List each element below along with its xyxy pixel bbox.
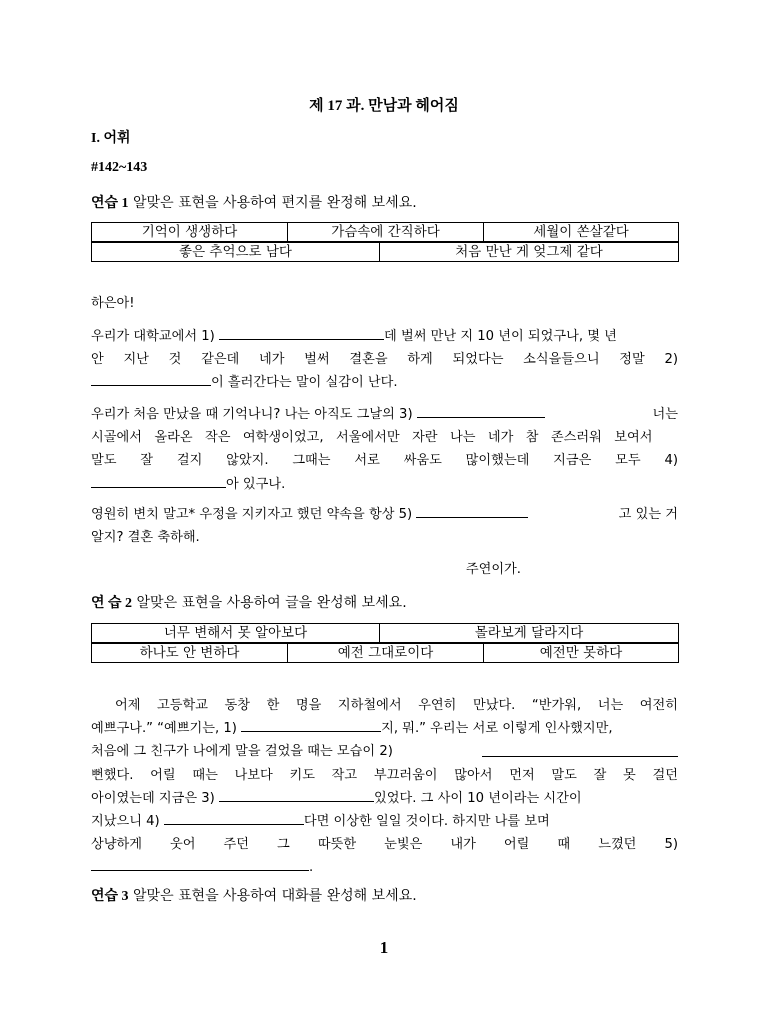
word-box-cell: 가슴속에 간직하다	[288, 223, 484, 242]
letter-paragraph-2	[91, 403, 678, 496]
exercise-1-instruction: 알맞은 표현을 사용하여 편지를 완정해 보세요.	[133, 195, 417, 211]
exercise-2-heading	[91, 592, 407, 612]
text-line: 처음에 그 친구가 나에게 말을 걸었을 때는 모습이 2)	[91, 740, 678, 763]
text-line: .	[91, 856, 678, 879]
text-line: 지났으니 4) 다면 이상한 일일 것이다. 하지만 나를 보며	[91, 810, 678, 833]
text-line: 영원히 변치 말고* 우정을 지키자고 했던 약속을 항상 5) 고 있는 거	[91, 503, 678, 526]
text-line: 안 지난 것 같은데 네가 벌써 결혼을 하게 되었다는 소식을들으니 정말 2)	[91, 352, 678, 368]
section-heading: I. 어휘	[91, 131, 131, 146]
exercise-1-word-box-row-2	[91, 242, 679, 262]
text-line: 우리가 대학교에서 1) 데 벌써 만난 지 10 년이 되었구나, 몇 년	[91, 325, 678, 348]
exercise-2-instruction: 알맞은 표현을 사용하여 글을 완성해 보세요.	[136, 595, 407, 611]
blank-1[interactable]	[241, 718, 381, 732]
blank-2[interactable]	[482, 743, 678, 757]
exercise-3-label: 연습 3	[91, 889, 129, 904]
blank-3[interactable]	[417, 404, 545, 418]
letter-greeting: 하은아!	[91, 296, 135, 311]
letter-paragraph-3	[91, 503, 678, 549]
exercise-1-word-box	[91, 222, 679, 242]
text-line: 뻔했다. 어릴 때는 나보다 키도 작고 부끄러움이 많아서 먼저 말도 잘 못 걸던	[91, 767, 678, 783]
text-line: 시골에서 올라온 작은 여학생이었고, 서울에서만 자란 나는 네가 참 존스러워 보여서	[91, 430, 653, 446]
text-line: 예쁘구나.” “예쁘기는, 1) 지, 뭐.” 우리는 서로 이렇게 인사했지만,	[91, 717, 678, 740]
word-box-cell: 예전 그대로이다	[288, 644, 484, 663]
text-line: 알지? 결혼 축하해.	[91, 530, 200, 546]
text-line: 아이였는데 지금은 3) 있었다. 그 사이 10 년이라는 시간이	[91, 787, 678, 810]
word-box-cell: 기억이 생생하다	[92, 223, 288, 242]
blank-5[interactable]	[91, 857, 309, 871]
blank-2[interactable]	[91, 372, 211, 386]
text-line: 상냥하게 웃어 주던 그 따뜻한 눈빛은 내가 어릴 때 느꼈던 5)	[91, 837, 678, 853]
exercise-3-heading	[91, 885, 417, 905]
text-line: 어제 고등학교 동창 한 명을 지하철에서 우연히 만났다. “반가워, 너는 여전히	[115, 698, 678, 713]
blank-4[interactable]	[164, 811, 304, 825]
word-box-cell: 좋은 추억으로 남다	[92, 243, 380, 262]
exercise-2-word-box-row-2	[91, 643, 679, 663]
word-box-row	[92, 243, 679, 262]
blank-3[interactable]	[219, 788, 374, 802]
text-line: 말도 잘 걸지 않았지. 그때는 서로 싸움도 많이했는데 지금은 모두 4)	[91, 453, 678, 469]
letter-signature: 주연이가.	[465, 562, 521, 577]
word-box-cell: 예전만 못하다	[484, 644, 679, 663]
exercise-2-paragraph	[91, 694, 678, 880]
reference-number: #142~143	[91, 160, 148, 175]
letter-paragraph-1	[91, 325, 678, 395]
word-box-cell: 너무 변해서 못 알아보다	[92, 624, 380, 643]
text-line: 아 있구나.	[91, 473, 678, 496]
word-box-cell: 세월이 쏜살같다	[484, 223, 679, 242]
word-box-cell: 처음 만난 게 엊그제 같다	[380, 243, 679, 262]
word-box-cell: 몰라보게 달라지다	[380, 624, 679, 643]
exercise-1-label: 연습 1	[91, 196, 129, 211]
word-box-row	[92, 223, 679, 242]
word-box-row	[92, 624, 679, 643]
word-box-row	[92, 644, 679, 663]
text-line: 이 흘러간다는 말이 실감이 난다.	[91, 371, 678, 394]
blank-5[interactable]	[416, 504, 528, 518]
word-box-cell: 하나도 안 변하다	[92, 644, 288, 663]
exercise-2-word-box	[91, 623, 679, 643]
exercise-2-label: 연 습 2	[91, 596, 133, 611]
lesson-title: 제 17 과. 만남과 헤어짐	[309, 98, 459, 114]
blank-1[interactable]	[219, 326, 384, 340]
page-number: 1	[379, 938, 389, 957]
text-line: 우리가 처음 만났을 때 기억나니? 나는 아직도 그날의 3) 너는	[91, 403, 678, 426]
exercise-3-instruction: 알맞은 표현을 사용하여 대화를 완성해 보세요.	[133, 888, 417, 904]
exercise-1-heading	[91, 192, 417, 212]
blank-4[interactable]	[91, 474, 226, 488]
